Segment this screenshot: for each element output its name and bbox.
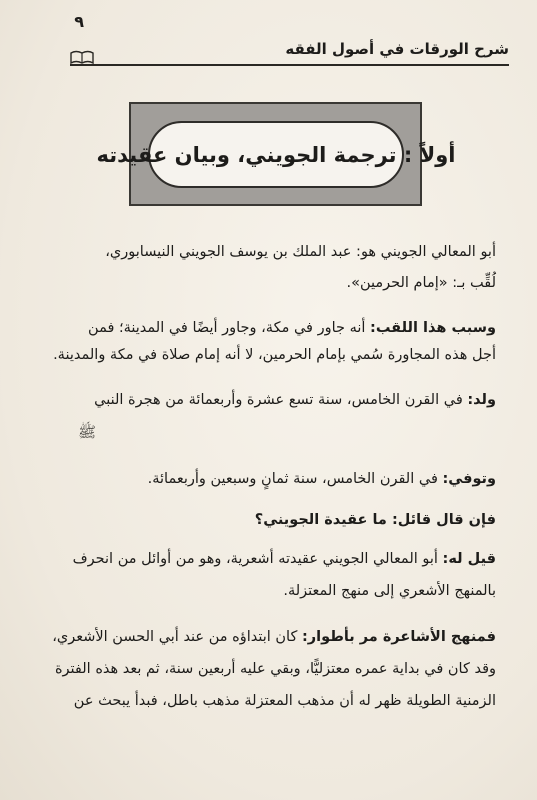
paragraph-line: ولد: في القرن الخامس، سنة تسع عشرة وأربعمائة من هجرة النبي: [94, 392, 496, 408]
salutation-seal: ﷺ: [78, 423, 97, 441]
paragraph-line: الزمنية الطويلة ظهر له أن مذهب المعتزلة مذهب باطل، فبدأ يبحث عن: [73, 693, 496, 709]
page-number: ٩: [74, 12, 84, 31]
paragraph-line: وسبب هذا اللقب: أنه جاور في مكة، وجاور أيضًا في المدينة؛ فمن: [88, 320, 496, 336]
section-heading-box: [96, 102, 456, 206]
paragraph-line: أبو المعالي الجويني هو: عبد الملك بن يوسف الجويني النيسابوري،: [105, 244, 496, 260]
question-line: فإن قال قائل: ما عقيدة الجويني؟: [254, 512, 496, 528]
lead-term: وتوفي:: [442, 471, 496, 487]
section-heading-pill: [96, 121, 456, 188]
lead-term: ولد:: [467, 392, 496, 408]
paragraph-line: وقد كان في بداية عمره معتزليًّا، وبقي عليه أربعين سنة، ثم بعد هذه الفترة: [54, 661, 496, 677]
lead-term: وسبب هذا اللقب:: [370, 320, 496, 336]
paragraph-line: لُقِّب بـ: «إمام الحرمين».: [346, 275, 496, 291]
paragraph-line: بالمنهج الأشعري إلى منهج المعتزلة.: [283, 583, 496, 599]
lead-term: فمنهج الأشاعرة مر بأطوار:: [301, 629, 496, 645]
paragraph-line: أجل هذه المجاورة سُمي بإمام الحرمين، لا أنه إمام صلاة في مكة والمدينة.: [53, 347, 496, 363]
paragraph-line: قيل له: أبو المعالي الجويني عقيدته أشعرية، وهو من أوائل من انحرف: [72, 551, 496, 567]
book-title: شرح الورقات في أصول الفقه: [285, 40, 509, 58]
paragraph-line: فمنهج الأشاعرة مر بأطوار: كان ابتداؤه من عند أبي الحسن الأشعري،: [52, 629, 496, 645]
page-header: [70, 12, 509, 64]
header-rule: [70, 64, 509, 66]
open-book-icon: [70, 50, 94, 64]
paragraph-line: وتوفي: في القرن الخامس، سنة ثمانٍ وسبعين وأربعمائة.: [147, 471, 496, 487]
section-heading: أولاً : ترجمة الجويني، وبيان عقيدته: [96, 142, 456, 167]
lead-term: قيل له:: [442, 551, 496, 567]
